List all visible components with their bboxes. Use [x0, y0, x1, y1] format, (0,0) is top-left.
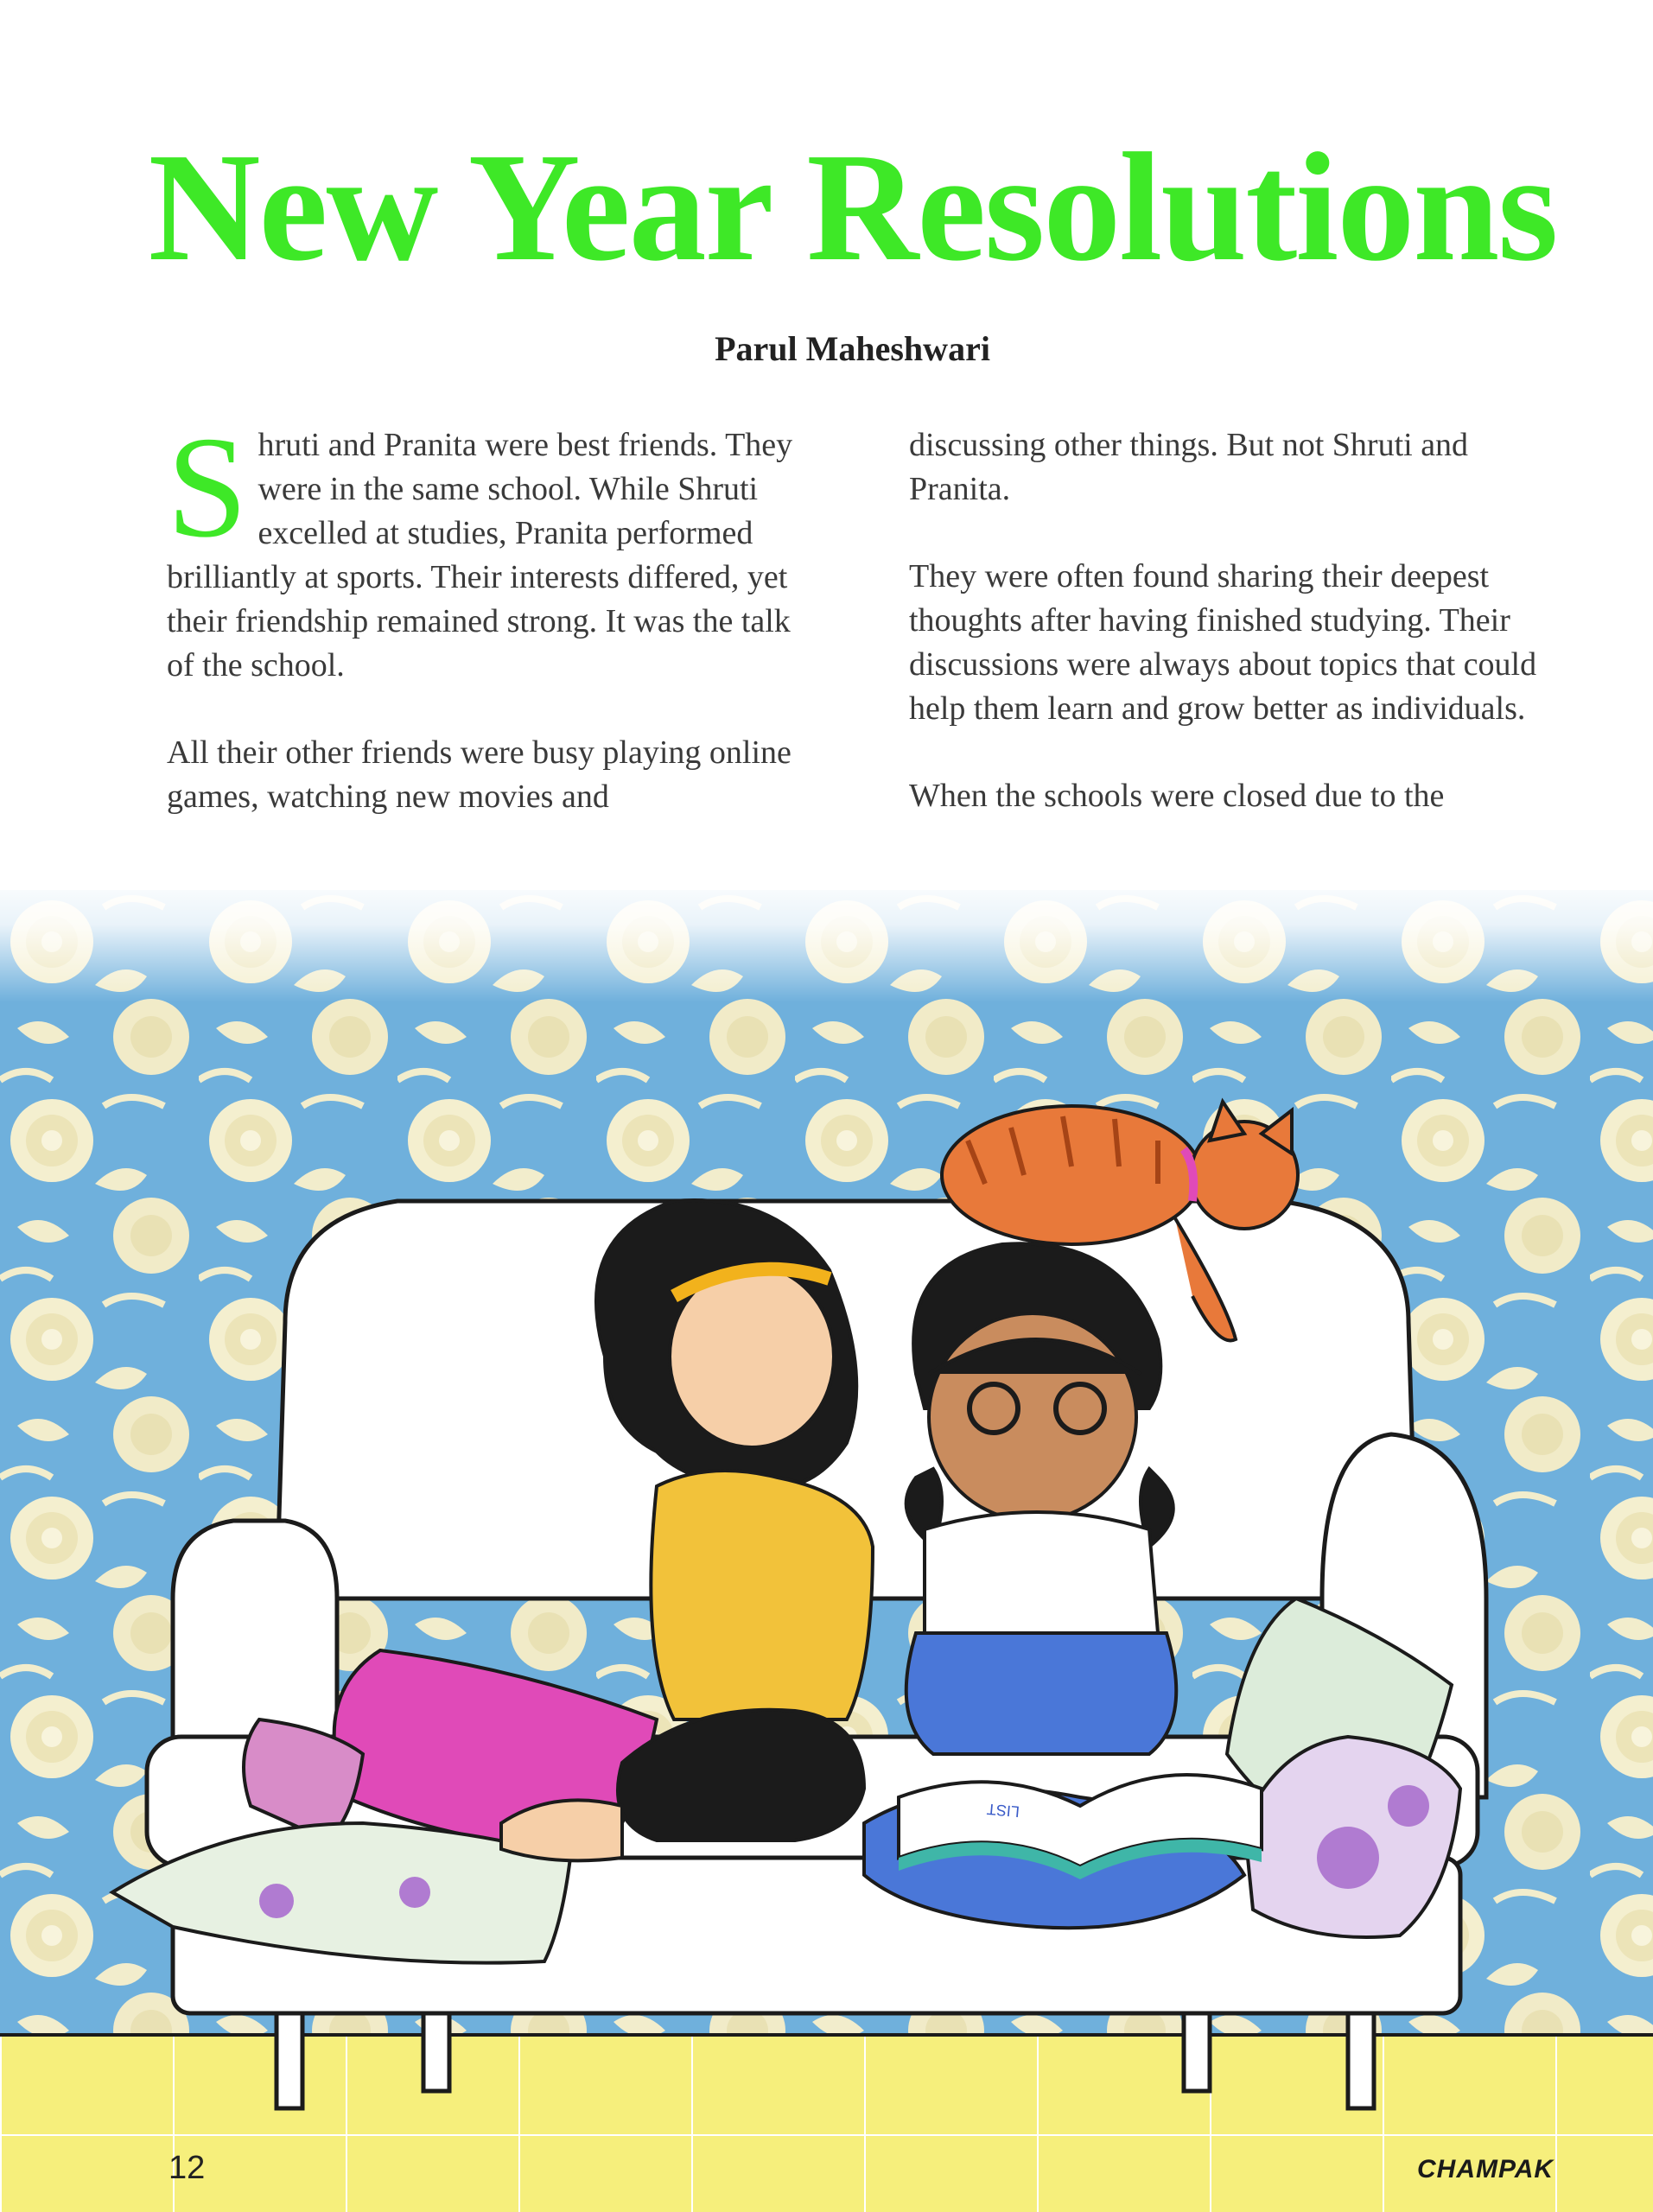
- paragraph-text: hruti and Pranita were best friends. They were in the same school. While Shruti excelled at studies, Pranita performed brilliantly at sports. Their interests differed, yet their friendship remained strong. It was the talk of the school.: [167, 427, 793, 683]
- illustration-fade: [0, 873, 1653, 1002]
- magazine-logo: CHAMPAK: [1417, 2155, 1554, 2183]
- author-byline: Parul Maheshwari: [715, 329, 990, 368]
- floor: [0, 2035, 1653, 2212]
- paragraph: discussing other things. But not Shruti and Pranita.: [909, 427, 1469, 507]
- page-number: 12: [168, 2150, 206, 2186]
- text-column-left: [167, 407, 823, 862]
- paragraph: When the schools were closed due to the: [909, 778, 1445, 814]
- notebook-text: LIST: [986, 1800, 1020, 1821]
- paragraph: All their other friends were busy playing online games, watching new movies and: [167, 734, 792, 815]
- paragraph: [167, 407, 823, 688]
- text-column-right: [909, 423, 1566, 861]
- story-illustration: [0, 890, 1653, 2212]
- paragraph: They were often found sharing their deepest thoughts after having finished studying. Their discussions were always about topics that could help them learn and grow better as individuals.: [909, 558, 1537, 727]
- article-title: New Year Resolutions: [148, 121, 1557, 293]
- drop-cap: S: [167, 407, 248, 568]
